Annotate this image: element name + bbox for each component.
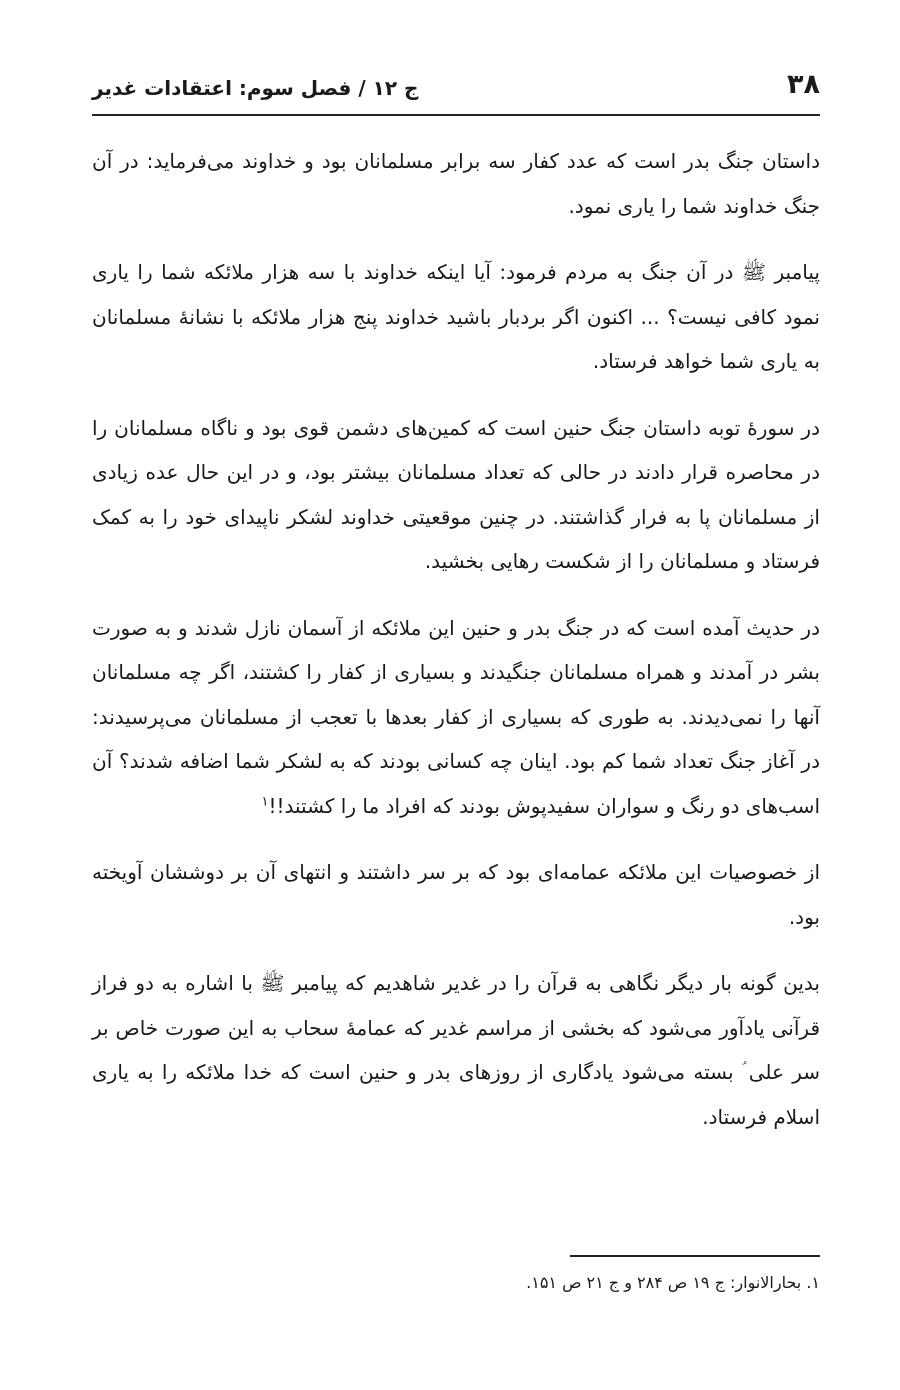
paragraph	[92, 406, 820, 584]
paragraph-text: در حدیث آمده است که در جنگ بدر و حنین این ملائکه از آسمان نازل شدند و به صورت بشر در آمدند و همراه مسلمانان جنگیدند و بسیاری از کفار را کشتند، اگر چه مسلمانان آنها را نمی‌دیدند. به طوری که بسیاری از کفار بعدها با تعجب از مسلمانان می‌پرسیدند: در آغاز جنگ تعداد شما کم بود. اینان چه کسانی بودند که به لشکر شما اضافه شدند؟ آن اسب‌های دو رنگ و سواران سفیدپوش بودند که افراد ما را کشتند!!	[92, 615, 820, 818]
paragraph-text: داستان جنگ بدر است که عدد کفار سه برابر مسلمانان بود و خداوند می‌فرماید: در آن جنگ خداوند شما را یاری نمود.	[92, 149, 820, 218]
running-head: ج ۱۲ / فصل سوم: اعتقادات غدیر	[92, 76, 419, 100]
paragraph	[92, 961, 820, 1139]
paragraph-text: بدین گونه بار دیگر نگاهی به قرآن را در غدیر شاهدیم که پیامبر ﷺ با اشاره به دو فراز قرآنی یادآور می‌شود که بخشی از مراسم غدیر که عمامهٔ سحاب به این صورت خاص بر سر علی ؑ بسته می‌شود یادگاری از روزهای بدر و حنین است که خدا ملائکه را به یاری اسلام فرستاد.	[92, 971, 820, 1129]
paragraph-text: از خصوصیات این ملائکه عمامه‌ای بود که بر سر داشتند و انتهای آن بر دوششان آویخته بود.	[92, 860, 820, 929]
page-header	[92, 62, 820, 114]
header-rule	[92, 114, 820, 116]
paragraph-text: پیامبر ﷺ در آن جنگ به مردم فرمود: آیا اینکه خداوند با سه هزار ملائکه شما را یاری نمود کافی نیست؟ ... اکنون اگر بردبار باشید خداوند پنج هزار ملائکه با نشانهٔ مسلمانان به یاری شما خواهد فرستاد.	[92, 260, 820, 373]
footnote-marker[interactable]: ۱	[261, 793, 269, 809]
page-number: ۳۸	[787, 69, 820, 100]
footnote-text: ۱. بحارالانوار: ج ۱۹ ص ۲۸۴ و ج ۲۱ ص ۱۵۱.	[526, 1273, 820, 1292]
paragraph	[92, 850, 820, 939]
paragraph	[92, 606, 820, 829]
paragraph	[92, 250, 820, 384]
paragraph	[92, 139, 820, 228]
footnote	[220, 1268, 820, 1298]
footnote-rule	[570, 1255, 820, 1257]
body-text	[92, 139, 820, 1161]
paragraph-text: در سورهٔ توبه داستان جنگ حنین است که کمین‌های دشمن قوی بود و ناگاه مسلمانان را در محاصره قرار دادند در حالی که تعداد مسلمانان بیشتر بود، و در این حال عده زیادی از مسلمانان پا به فرار گذاشتند. در چنین موقعیتی خداوند لشکر ناپیدای خود را به کمک فرستاد و مسلمانان را از شکست رهایی بخشید.	[92, 415, 820, 573]
